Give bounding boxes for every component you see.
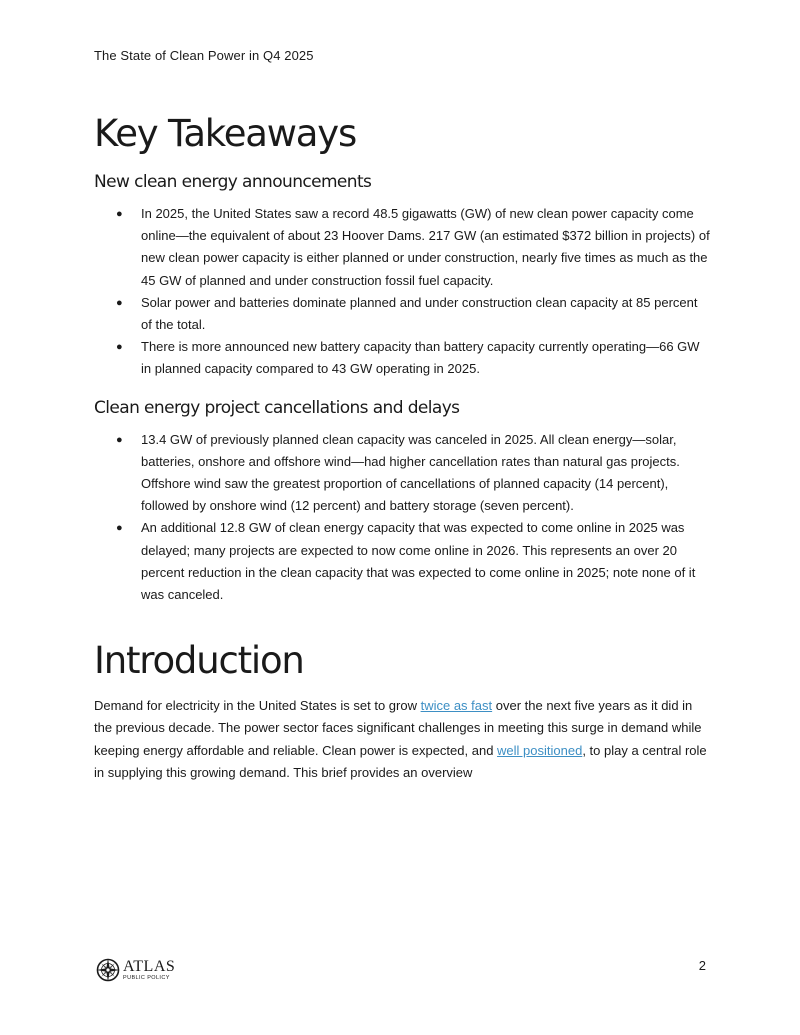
logo-wordmark: ATLAS	[123, 957, 176, 975]
list-item-text: Solar power and batteries dominate planned and under construction clean capacity at 85 percent of the total.	[141, 294, 698, 333]
list-item	[94, 203, 710, 292]
bullet-icon: ●	[116, 433, 123, 446]
list-item	[94, 429, 710, 518]
cancellations-heading: Clean energy project cancellations and delays	[94, 397, 460, 418]
well-positioned-link[interactable]: well positioned	[497, 742, 583, 758]
atlas-logo	[96, 958, 175, 982]
introduction-paragraph	[94, 695, 710, 784]
compass-icon	[96, 958, 120, 982]
bullet-icon: ●	[116, 296, 123, 309]
twice-as-fast-link[interactable]: twice as fast	[420, 698, 493, 714]
introduction-heading: Introduction	[94, 639, 304, 683]
running-header: The State of Clean Power in Q4 2025	[94, 48, 314, 63]
key-takeaways-heading: Key Takeaways	[94, 112, 357, 155]
list-item-text: In 2025, the United States saw a record 48.5 gigawatts (GW) of new clean power capacity come online—the equivalent of about 23 Hoover Dams. 217 GW (an estimated $372 billion in projects) of new clean power capacity is either planned or under construction, nearly five times as much as the 45 GW of planned and under construction fossil fuel capacity.	[141, 206, 710, 288]
intro-text: over the next five years as it did in the previous decade. The power sector faces significant challenges in meeting this surge in demand while keeping energy affordable and reliable. Clean power is expected, and	[94, 698, 702, 758]
new-announcements-list	[94, 203, 710, 381]
intro-text: Demand for electricity in the United States is set to grow	[94, 698, 421, 714]
list-item-text: There is more announced new battery capacity than battery capacity currently operating—66 GW in planned capacity compared to 43 GW operating in 2025.	[141, 339, 700, 377]
new-announcements-heading: New clean energy announcements	[94, 172, 372, 192]
list-item-text: 13.4 GW of previously planned clean capacity was canceled in 2025. All clean energy—solar, batteries, onshore and offshore wind—had higher cancellation rates than natural gas projects. Offshore wind saw the greatest proportion of cancellations of planned capacity (14 percent), followed by onshore wind (12 percent) and battery storage (seven percent).	[141, 431, 680, 514]
page-number: 2	[698, 958, 706, 973]
bullet-icon: ●	[116, 341, 123, 354]
bullet-icon: ●	[116, 208, 123, 220]
list-item-text: An additional 12.8 GW of clean energy capacity that was expected to come online in 2025 was delayed; many projects are expected to now come online in 2026. This represents an over 20 percent reduction in the clean capacity that was expected to come online in 2025; note none of it was canceled.	[141, 520, 696, 603]
bullet-icon: ●	[116, 522, 123, 535]
logo-subtitle: PUBLIC POLICY	[123, 974, 170, 981]
main-content	[94, 108, 710, 784]
list-item	[94, 517, 710, 606]
intro-text: , to play a central role in supplying this growing demand. This brief provides an overview	[94, 742, 707, 780]
list-item	[94, 336, 710, 380]
cancellations-list	[94, 429, 710, 607]
list-item	[94, 292, 710, 336]
